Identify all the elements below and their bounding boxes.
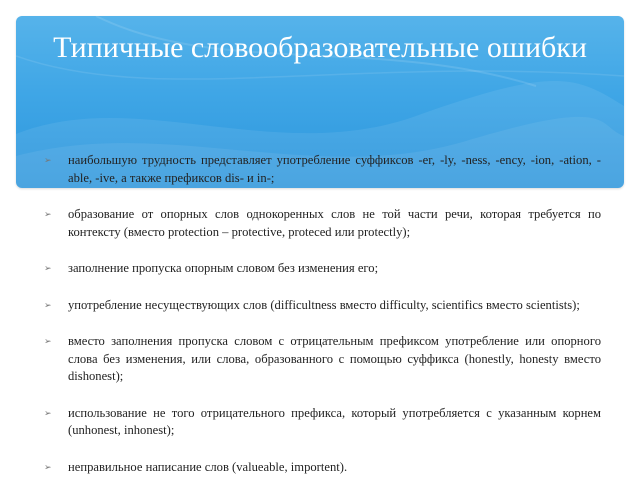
list-item-text: наибольшую трудность представляет употребление суффиксов -er, -ly, -ness, -ency, -ion, -ation, -able, -ive, а также префиксов dis- и in-; bbox=[68, 153, 601, 185]
list-item bbox=[44, 260, 601, 278]
list-item-text: использование не того отрицательного префикса, который употребляется с указанным корнем (unhonest, inhonest); bbox=[68, 405, 601, 437]
list-item bbox=[44, 206, 601, 241]
arrow-bullet-icon: ➢ bbox=[44, 155, 52, 165]
list-item bbox=[44, 405, 601, 440]
arrow-bullet-icon: ➢ bbox=[44, 263, 52, 273]
arrow-bullet-icon: ➢ bbox=[44, 461, 52, 472]
list-item-text: употребление несуществующих слов (difficultness вместо difficulty, scientifics вместо scientists); bbox=[68, 297, 580, 312]
list-item-text: неправильное написание слов (valueable, importent). bbox=[68, 459, 348, 474]
arrow-bullet-icon: ➢ bbox=[44, 209, 52, 219]
list-item bbox=[44, 333, 601, 386]
list-item-text: вместо заполнения пропуска словом с отрицательным префиксом употребление или опорного слова без изменения, или слова, образованного с помощью суффикса (honestly, honesty вместо dishonest); bbox=[68, 334, 601, 383]
slide-title: Типичные словообразовательные ошибки bbox=[53, 31, 587, 64]
list-item bbox=[44, 297, 601, 315]
arrow-bullet-icon: ➢ bbox=[44, 407, 52, 418]
list-item bbox=[44, 459, 601, 477]
list-item-text: образование от опорных слов однокоренных слов не той части речи, которая требуется по контексту (вместо protection – protective, proteced или protectly); bbox=[68, 207, 601, 239]
arrow-bullet-icon: ➢ bbox=[44, 299, 52, 310]
bullet-list bbox=[44, 152, 601, 480]
list-item bbox=[44, 152, 601, 187]
arrow-bullet-icon: ➢ bbox=[44, 336, 52, 346]
list-item-text: заполнение пропуска опорным словом без изменения его; bbox=[68, 261, 379, 275]
